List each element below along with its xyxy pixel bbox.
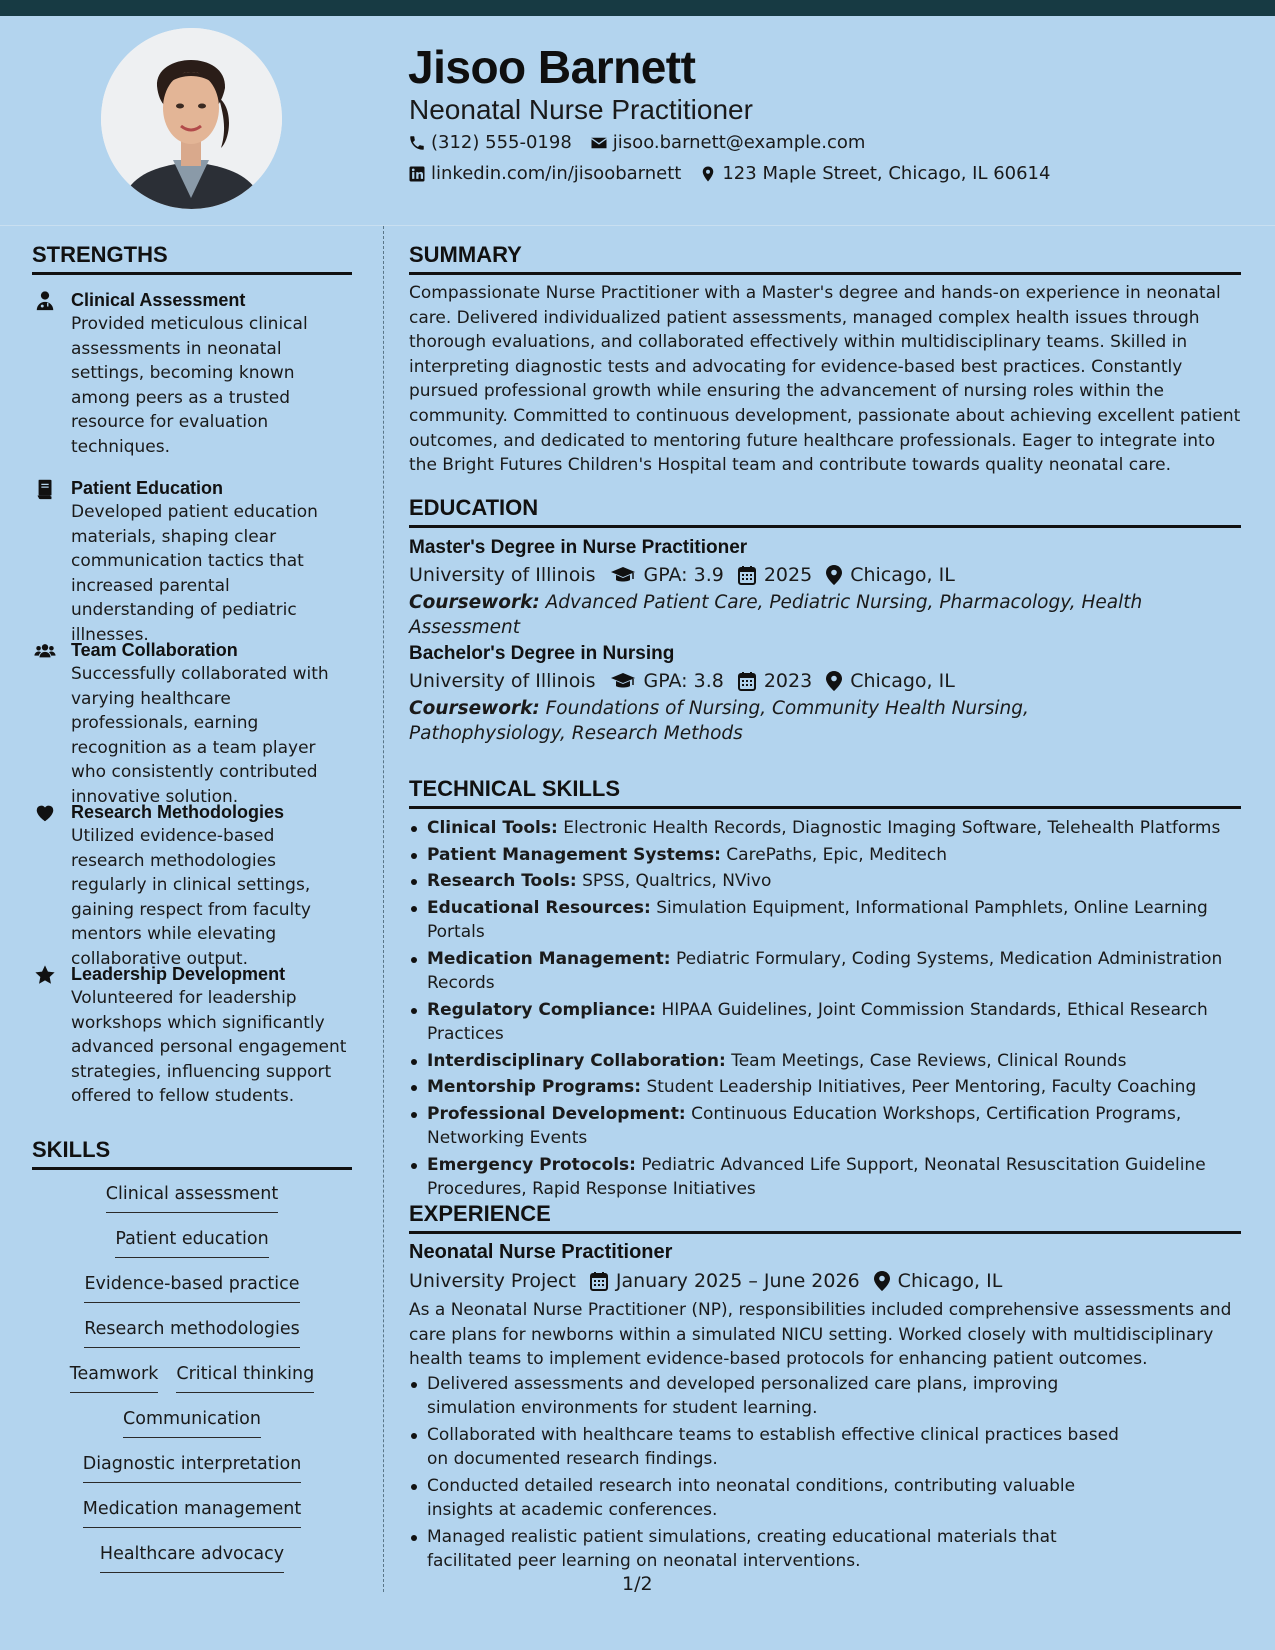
strength-desc: Volunteered for leadership workshops which significantly advanced personal engagement strategies, influencing support offered to fellow students. [71,988,347,1106]
phone-contact[interactable] [408,132,572,153]
experience-heading: EXPERIENCE [409,1201,1241,1234]
skill-value: Electronic Health Records, Diagnostic Imaging Software, Telehealth Platforms [563,818,1221,838]
strength-item [32,800,352,971]
skill-label: Professional Development: [427,1103,686,1124]
email-text: jisoo.barnett@example.com [612,132,866,153]
calendar-icon [738,671,756,691]
phone-icon [408,134,426,152]
skill-label: Patient Management Systems: [427,844,721,865]
strength-name: Research Methodologies [71,802,285,822]
calendar-icon [738,565,756,585]
skill-label: Research Tools: [427,871,577,891]
list-item [409,947,1241,996]
strength-item [32,962,352,1109]
skill-tag: Clinical assessment [106,1184,278,1213]
gpa-meta [610,670,724,692]
gpa-meta [610,564,724,586]
skill-label: Educational Resources: [427,897,651,918]
skill-tag: Critical thinking [176,1364,314,1393]
skill-tag: Medication management [83,1499,302,1528]
experience-meta [409,1270,1241,1292]
linkedin-contact[interactable] [408,163,681,184]
coursework-text: Foundations of Nursing, Community Health Nursing, Pathophysiology, Research Methods [409,698,1029,744]
list-item: Collaborated with healthcare teams to establish effective clinical practices based on documented research findings. [409,1423,1139,1472]
skill-value: Continuous Education Workshops, Certification Programs, Networking Events [427,1103,1182,1148]
strength-item [32,288,352,459]
linkedin-text: linkedin.com/in/jisoobarnett [431,163,682,184]
strength-item [32,476,352,647]
candidate-title: Neonatal Nurse Practitioner [409,94,753,125]
skill-value: CarePaths, Epic, Meditech [726,844,947,865]
dates-meta [590,1270,860,1292]
year-meta [738,670,812,692]
education-entry [409,643,1241,746]
experience-bullets [409,1372,1139,1574]
experience-entry [409,1241,1241,1574]
school: University of Illinois [409,564,596,586]
map-pin-icon [826,671,842,691]
envelope-icon [590,134,608,152]
strength-desc: Utilized evidence-based research methodologies regularly in clinical settings, gaining respect from faculty mentors while elevating collaborative output. [71,826,311,969]
skill-label: Clinical Tools: [427,818,558,838]
phone-text: (312) 555-0198 [431,132,572,153]
skills-heading: SKILLS [32,1137,352,1170]
skill-label: Interdisciplinary Collaboration: [427,1050,726,1071]
candidate-name: Jisoo Barnett [408,41,696,93]
skill-value: HIPAA Guidelines, Joint Commission Standards, Ethical Research Practices [427,999,1208,1044]
contact-row-2 [408,163,1050,184]
contact-row-1 [408,132,865,153]
degree-title: Master's Degree in Nurse Practitioner [409,537,748,558]
skill-value: Pediatric Advanced Life Support, Neonatal Resuscitation Guideline Procedures, Rapid Response Initiatives [427,1154,1206,1199]
location-meta [874,1270,1003,1292]
technical-skills-heading: TECHNICAL SKILLS [409,776,1241,809]
list-item [409,1075,1241,1100]
skill-tag: Teamwork [70,1364,159,1393]
book-icon [34,478,56,500]
coursework-line [409,697,1169,746]
address-text: 123 Maple Street, Chicago, IL 60614 [722,163,1051,184]
strength-desc: Provided meticulous clinical assessments in neonatal settings, becoming known among peers as a trusted resource for evaluation techniques. [71,314,308,457]
technical-skills-list [409,816,1241,1202]
dates-text: January 2025 – June 2026 [615,1270,860,1292]
skill-value: SPSS, Qualtrics, NVivo [582,871,772,891]
skill-label: Medication Management: [427,948,671,969]
top-accent-bar [0,0,1275,16]
profile-photo [101,28,282,209]
list-item [409,1153,1241,1202]
location-text: Chicago, IL [850,670,955,692]
skill-value: Team Meetings, Case Reviews, Clinical Rounds [731,1050,1127,1071]
gpa-text: GPA: 3.9 [643,564,724,586]
linkedin-icon [408,165,426,183]
skill-value: Student Leadership Initiatives, Peer Mentoring, Faculty Coaching [646,1077,1197,1097]
education-heading: EDUCATION [409,495,1241,528]
map-pin-icon [874,1271,890,1291]
skill-tag: Patient education [115,1229,268,1258]
strength-name: Team Collaboration [71,640,238,660]
header-divider [0,225,1275,226]
list-item: Delivered assessments and developed personalized care plans, improving simulation environments for student learning. [409,1372,1139,1421]
column-divider [383,226,384,1592]
graduation-cap-icon [610,671,636,691]
strength-name: Leadership Development [71,964,286,984]
organization: University Project [409,1270,576,1292]
year-text: 2023 [763,670,813,692]
experience-description: As a Neonatal Nurse Practitioner (NP), responsibilities included comprehensive assessments and care plans for newborns within a simulated NICU setting. Worked closely with multidisciplinary health teams to implement evidence-based protocols for enhancing patient outcomes. [409,1300,1232,1370]
skill-tag: Research methodologies [84,1319,300,1348]
year-text: 2025 [763,564,813,586]
list-item: Conducted detailed research into neonatal conditions, contributing valuable insights at academic conferences. [409,1474,1139,1523]
education-entry [409,537,1241,640]
location-meta [826,670,955,692]
address-contact [699,163,1050,184]
strength-name: Clinical Assessment [71,290,246,310]
strength-name: Patient Education [71,478,224,498]
coursework-label: Coursework: [409,698,540,719]
map-pin-icon [826,565,842,585]
skill-tag: Communication [123,1409,261,1438]
list-item: Managed realistic patient simulations, creating educational materials that facilitated peer learning on neonatal interventions. [409,1525,1139,1574]
user-doctor-icon [34,290,56,312]
strength-item [32,638,352,809]
list-item [409,896,1241,945]
list-item [409,1049,1241,1074]
page-number: 1/2 [622,1573,653,1595]
skills-tag-cloud [32,1184,352,1589]
users-icon [34,640,56,662]
coursework-line [409,591,1241,640]
strength-desc: Developed patient education materials, shaping clear communication tactics that increased parental understanding of pediatric illnesses. [71,502,318,645]
skill-value: Simulation Equipment, Informational Pamphlets, Online Learning Portals [427,897,1208,942]
summary-text: Compassionate Nurse Practitioner with a Master's degree and hands-on experience in neonatal care. Delivered individualized patient assessments, managed complex health issues through thorough evaluations, and collaborated effectively within multidisciplinary teams. Skilled in interpreting diagnostic tests and advocating for evidence-based best practices. Constantly pursued professional growth while ensuring the advancement of nursing roles within the community. Committed to continuous development, passionate about achieving excellent patient outcomes, and dedicated to mentoring future healthcare professionals. Eager to integrate into the Bright Futures Children's Hospital team and contribute towards quality neonatal care. [409,283,1241,476]
location-meta [826,564,955,586]
list-item [409,998,1241,1047]
graduation-cap-icon [610,565,636,585]
coursework-text: Advanced Patient Care, Pediatric Nursing, Pharmacology, Health Assessment [409,592,1143,638]
degree-title: Bachelor's Degree in Nursing [409,643,675,664]
list-item [409,843,1241,868]
skill-tag: Diagnostic interpretation [83,1454,302,1483]
skill-value: Pediatric Formulary, Coding Systems, Medication Administration Records [427,948,1223,993]
skill-label: Mentorship Programs: [427,1077,642,1097]
coursework-label: Coursework: [409,592,540,613]
heart-icon [34,802,56,824]
skill-tag: Evidence-based practice [84,1274,299,1303]
location-text: Chicago, IL [850,564,955,586]
star-icon [34,964,56,986]
calendar-icon [590,1271,608,1291]
education-meta [409,670,1241,692]
education-meta [409,564,1241,586]
school: University of Illinois [409,670,596,692]
skill-label: Emergency Protocols: [427,1154,636,1175]
role-title: Neonatal Nurse Practitioner [409,1241,673,1263]
list-item [409,1102,1241,1151]
email-contact[interactable] [590,132,866,153]
summary-heading: SUMMARY [409,242,1241,275]
location-text: Chicago, IL [897,1270,1003,1292]
list-item [409,816,1241,841]
skill-label: Regulatory Compliance: [427,999,657,1020]
year-meta [738,564,812,586]
map-pin-icon [699,165,717,183]
gpa-text: GPA: 3.8 [643,670,724,692]
strengths-heading: STRENGTHS [32,242,352,275]
strength-desc: Successfully collaborated with varying healthcare professionals, earning recognition as a team player who consistently contributed innovative solution. [71,664,329,807]
skill-tag: Healthcare advocacy [100,1544,284,1573]
list-item [409,869,1241,894]
